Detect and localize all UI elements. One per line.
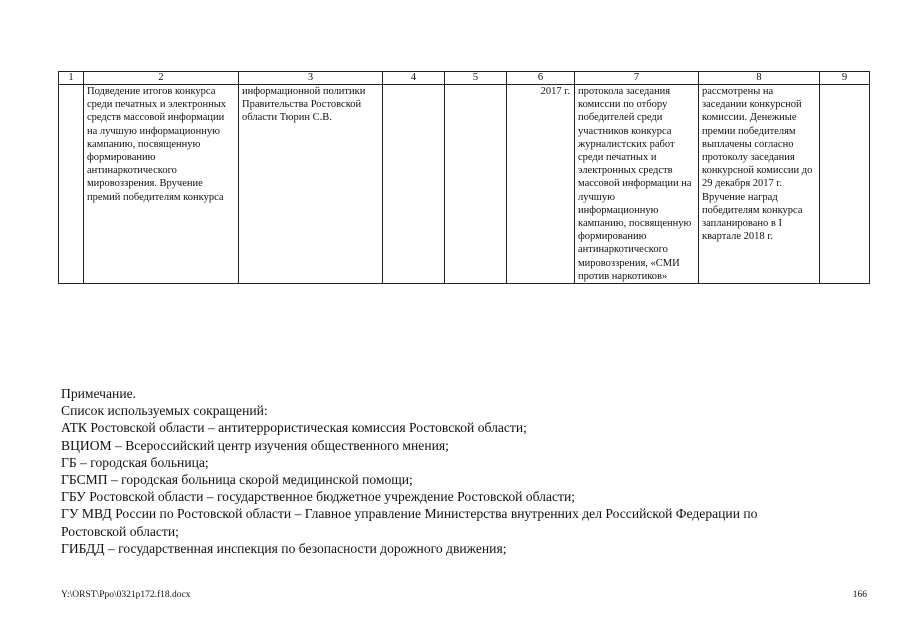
column-number: 3 xyxy=(239,72,383,85)
abbreviation-item: ГУ МВД России по Ростовской области – Главное управление Министерства внутренних дел Российской Федерации по xyxy=(61,506,758,522)
cell-col5 xyxy=(445,85,507,284)
notes-heading: Примечание. xyxy=(61,386,137,401)
cell-date: 2017 г. xyxy=(507,85,575,284)
plan-table xyxy=(58,71,870,284)
abbreviation-item-continued: Ростовской области; xyxy=(61,523,179,539)
notes-subheading: Список используемых сокращений: xyxy=(61,403,268,419)
footer-page-number: 166 xyxy=(852,590,867,600)
column-number: 9 xyxy=(820,72,870,85)
cell-status: рассмотрены на заседании конкурсной комиссии. Денежные премии победителям выплачены согласно протоколу заседания конкурсной комиссии до 29 декабря 2017 г. Вручение наград победителям конкурса запланировано в I квартале 2018 г. xyxy=(699,85,820,284)
column-number-row xyxy=(59,72,870,85)
footer-file-path: Y:\ORST\Ppo\0321p172.f18.docx xyxy=(61,590,191,600)
column-number: 1 xyxy=(59,72,84,85)
table-row xyxy=(59,85,870,284)
abbreviation-item: ГБ – городская больница; xyxy=(61,454,209,470)
column-number: 2 xyxy=(84,72,239,85)
cell-col4 xyxy=(383,85,445,284)
abbreviation-item: ГИБДД – государственная инспекция по безопасности дорожного движения; xyxy=(61,540,507,556)
column-number: 6 xyxy=(507,72,575,85)
column-number: 5 xyxy=(445,72,507,85)
column-number: 8 xyxy=(699,72,820,85)
cell-event-name: Подведение итогов конкурса среди печатных и электронных средств массовой информации на лучшую информационную кампанию, посвященную формированию антинаркотического мировоззрения. Вручение премий победителям конкурса xyxy=(84,85,239,284)
column-number: 7 xyxy=(575,72,699,85)
abbreviation-item: ВЦИОМ – Всероссийский центр изучения общественного мнения; xyxy=(61,437,449,453)
cell-result: протокола заседания комиссии по отбору победителей среди участников конкурса журналистских работ среди печатных и электронных средств массовой информации на лучшую информационную кампанию, посвященную формированию антинаркотического мировоззрения, «СМИ против наркотиков» xyxy=(575,85,699,284)
cell-responsible: информационной политики Правительства Ростовской области Тюрин С.В. xyxy=(239,85,383,284)
abbreviation-item: АТК Ростовской области – антитеррористическая комиссия Ростовской области; xyxy=(61,420,527,436)
cell-number xyxy=(59,85,84,284)
abbreviation-item: ГБУ Ростовской области – государственное бюджетное учреждение Ростовской области; xyxy=(61,489,576,505)
column-number: 4 xyxy=(383,72,445,85)
cell-col9 xyxy=(820,85,870,284)
abbreviations-notes xyxy=(61,385,861,557)
abbreviation-item: ГБСМП – городская больница скорой медицинской помощи; xyxy=(61,472,413,488)
